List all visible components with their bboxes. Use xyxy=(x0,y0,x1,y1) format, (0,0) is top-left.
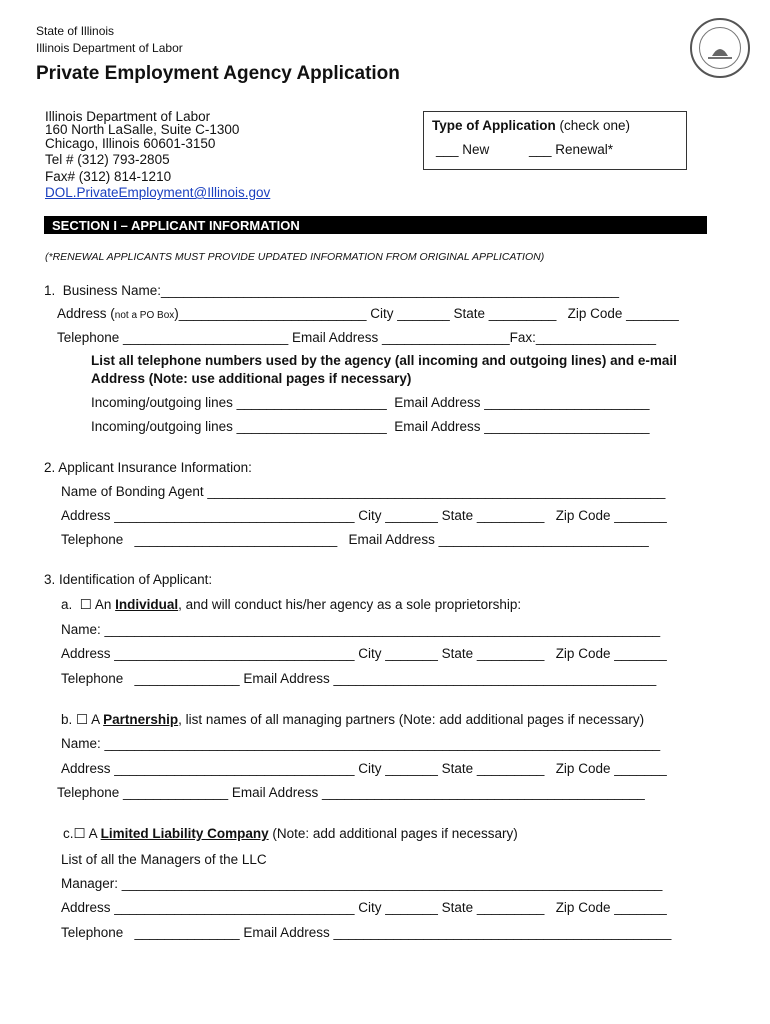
individual-name-field[interactable]: Name: __________________________________________________________________________ xyxy=(61,622,661,637)
state-name: State of Illinois xyxy=(36,24,115,38)
agency-tel: Tel # (312) 793-2805 xyxy=(45,152,170,167)
llc-address-field[interactable]: Address ________________________________ City _______ State _________ Zip Code _______ xyxy=(61,900,667,915)
llc-telephone-field[interactable]: Telephone ______________ Email Address _____________________________________________ xyxy=(61,925,672,940)
section-1-bar xyxy=(44,216,707,234)
llc-desc: (Note: add additional pages if necessary) xyxy=(268,826,518,841)
llc-manager-field[interactable]: Manager: ________________________________________________________________________ xyxy=(61,876,663,891)
address-rest: )_________________________ City _______ State _________ Zip Code _______ xyxy=(174,306,679,321)
insurance-address-field[interactable]: Address ________________________________ City _______ State _________ Zip Code _______ xyxy=(61,508,667,523)
department-name: Illinois Department of Labor xyxy=(36,41,183,55)
agency-fax: Fax# (312) 814-1210 xyxy=(45,169,172,184)
type-of-application-label xyxy=(432,118,630,133)
list-note-2: Address (Note: use additional pages if necessary) xyxy=(91,371,412,386)
new-checkbox-line[interactable]: ___ New xyxy=(436,142,490,157)
individual-option[interactable] xyxy=(61,597,521,613)
insurance-telephone-field[interactable]: Telephone ___________________________ Email Address ____________________________ xyxy=(61,532,649,547)
llc-label: Limited Liability Company xyxy=(100,826,269,841)
agency-line-3: Chicago, Illinois 60601-3150 xyxy=(45,136,216,151)
state-seal-icon xyxy=(690,18,750,78)
partnership-desc: , list names of all managing partners (Note: add additional pages if necessary) xyxy=(178,712,645,727)
renewal-checkbox-line[interactable]: ___ Renewal* xyxy=(529,142,614,157)
llc-option[interactable] xyxy=(63,826,518,842)
page-title: Private Employment Agency Application xyxy=(36,63,400,84)
incoming-lines-field-1[interactable]: Incoming/outgoing lines ____________________ Email Address ______________________ xyxy=(91,395,650,410)
partnership-option[interactable] xyxy=(61,712,644,728)
agency-email-link[interactable]: DOL.PrivateEmployment@Illinois.gov xyxy=(45,185,271,200)
llc-checkbox[interactable]: c.☐ A xyxy=(63,826,101,841)
partnership-address-field[interactable]: Address ________________________________ City _______ State _________ Zip Code _______ xyxy=(61,761,667,776)
business-address-field[interactable] xyxy=(57,306,679,321)
agency-line-2: 160 North LaSalle, Suite C-1300 xyxy=(45,122,240,137)
partnership-checkbox[interactable]: b. ☐ A xyxy=(61,712,104,727)
llc-managers-label: List of all the Managers of the LLC xyxy=(61,852,267,867)
partnership-telephone-field[interactable]: Telephone ______________ Email Address ___________________________________________ xyxy=(57,785,645,800)
business-telephone-field[interactable]: Telephone ______________________ Email Address _________________Fax:________________ xyxy=(57,330,657,345)
type-label: Type of Application xyxy=(432,118,556,133)
identification-heading: 3. Identification of Applicant: xyxy=(44,572,213,587)
individual-checkbox[interactable]: a. ☐ An xyxy=(61,597,116,612)
individual-label: Individual xyxy=(115,597,179,612)
renewal-note: (*RENEWAL APPLICANTS MUST PROVIDE UPDATED INFORMATION FROM ORIGINAL APPLICATION) xyxy=(45,251,545,263)
address-label: Address ( xyxy=(57,306,115,321)
partnership-label: Partnership xyxy=(103,712,179,727)
agency-line-1: Illinois Department of Labor xyxy=(45,109,211,124)
business-name-field[interactable]: 1. Business Name:_____________________________________________________________ xyxy=(44,283,620,298)
list-note-1: List all telephone numbers used by the agency (all incoming and outgoing lines) and e-mail xyxy=(91,353,677,368)
individual-address-field[interactable]: Address ________________________________ City _______ State _________ Zip Code _______ xyxy=(61,646,667,661)
incoming-lines-field-2[interactable]: Incoming/outgoing lines ____________________ Email Address ______________________ xyxy=(91,419,650,434)
insurance-heading: 2. Applicant Insurance Information: xyxy=(44,460,252,475)
individual-desc: , and will conduct his/her agency as a sole proprietorship: xyxy=(178,597,522,612)
type-hint: (check one) xyxy=(555,118,631,133)
address-hint: not a PO Box xyxy=(114,310,175,321)
partnership-name-field[interactable]: Name: __________________________________________________________________________ xyxy=(61,736,661,751)
individual-telephone-field[interactable]: Telephone ______________ Email Address ___________________________________________ xyxy=(61,671,657,686)
bonding-agent-field[interactable]: Name of Bonding Agent _____________________________________________________________ xyxy=(61,484,666,499)
section-1-title: SECTION I – APPLICANT INFORMATION xyxy=(52,218,300,233)
